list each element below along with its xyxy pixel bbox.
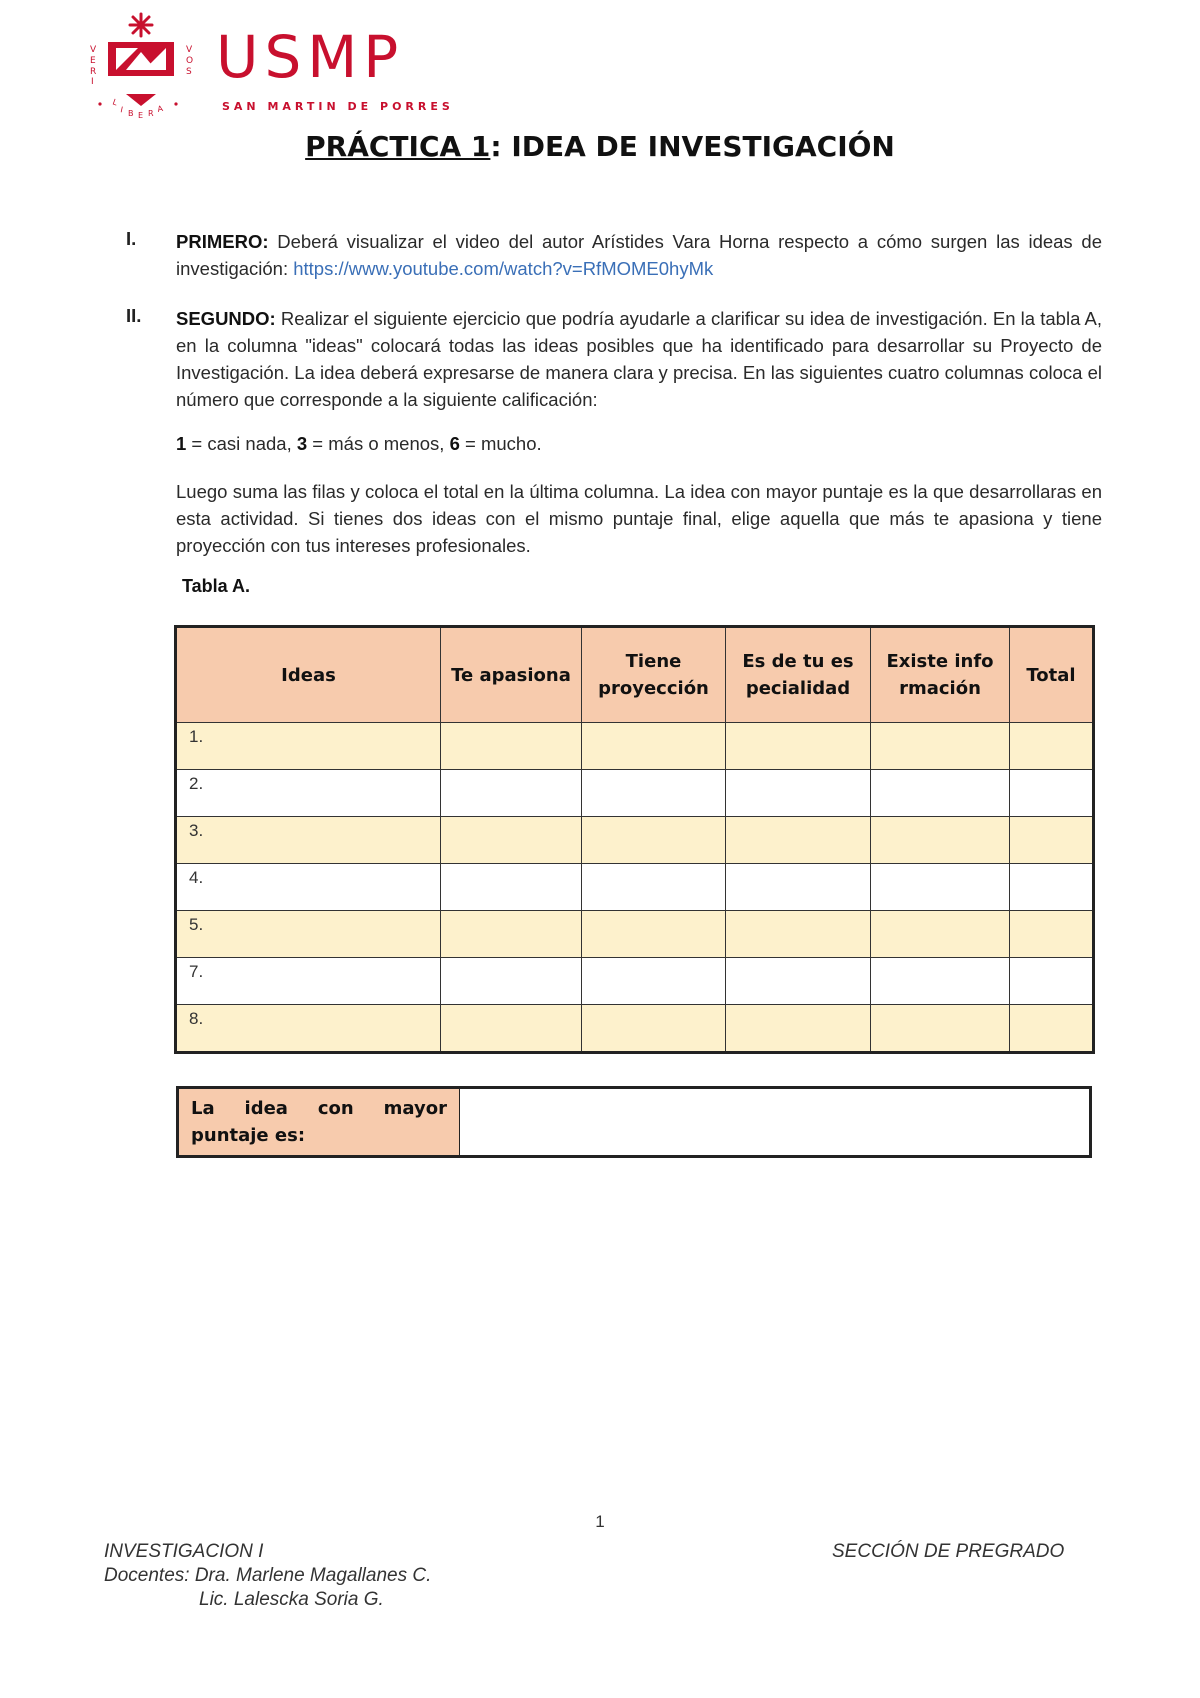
passion-cell[interactable] xyxy=(441,723,582,770)
information-cell[interactable] xyxy=(871,817,1010,864)
svg-text:I: I xyxy=(91,77,94,87)
table-row xyxy=(176,817,1094,864)
header-information: Existe información xyxy=(871,627,1010,723)
idea-cell[interactable]: 1. xyxy=(176,723,441,770)
total-cell[interactable] xyxy=(1010,770,1094,817)
scale-text-3: = más o menos, xyxy=(307,433,450,454)
total-cell[interactable] xyxy=(1010,1005,1094,1053)
specialty-cell[interactable] xyxy=(726,864,871,911)
title-topic: : IDEA DE INVESTIGACIÓN xyxy=(490,130,895,163)
rating-scale xyxy=(176,430,1102,457)
specialty-cell[interactable] xyxy=(726,958,871,1005)
svg-text:L: L xyxy=(111,97,119,108)
idea-cell[interactable]: 7. xyxy=(176,958,441,1005)
table-row xyxy=(176,723,1094,770)
title-practice: PRÁCTICA 1 xyxy=(305,130,491,163)
information-cell[interactable] xyxy=(871,958,1010,1005)
header-passion: Te apasiona xyxy=(441,627,582,723)
page-number: 1 xyxy=(595,1512,605,1531)
svg-text:V: V xyxy=(90,45,97,55)
idea-cell[interactable]: 3. xyxy=(176,817,441,864)
passion-cell[interactable] xyxy=(441,1005,582,1053)
video-link[interactable]: https://www.youtube.com/watch?v=RfMOME0hyMk xyxy=(293,258,714,279)
information-cell[interactable] xyxy=(871,1005,1010,1053)
table-caption: Tabla A. xyxy=(182,576,251,596)
specialty-cell[interactable] xyxy=(726,817,871,864)
section-2-text: Realizar el siguiente ejercicio que podría ayudarle a clarificar su idea de investigación. En la tabla A, en la columna "ideas" colocará todas las ideas posibles que ha identificado para desarrollar su Proyecto de Investigación. La idea deberá expresarse de manera clara y precisa. En las siguientes cuatro columnas coloca el número que corresponde a la siguiente calificación: xyxy=(176,308,1102,410)
table-row xyxy=(176,1005,1094,1053)
footer-teacher-2: Lic. Lalescka Soria G. xyxy=(199,1589,384,1610)
projection-cell[interactable] xyxy=(582,1005,726,1053)
header-specialty: Es de tu especialidad xyxy=(726,627,871,723)
svg-text:S: S xyxy=(186,67,192,77)
information-cell[interactable] xyxy=(871,770,1010,817)
passion-cell[interactable] xyxy=(441,770,582,817)
table-row xyxy=(176,911,1094,958)
idea-cell[interactable]: 4. xyxy=(176,864,441,911)
section-1-lead: PRIMERO: xyxy=(176,231,269,252)
specialty-cell[interactable] xyxy=(726,770,871,817)
projection-cell[interactable] xyxy=(582,864,726,911)
projection-cell[interactable] xyxy=(582,958,726,1005)
section-2-lead: SEGUNDO: xyxy=(176,308,276,329)
footer-section: SECCIÓN DE PREGRADO xyxy=(832,1541,1065,1562)
total-cell[interactable] xyxy=(1010,911,1094,958)
header-ideas: Ideas xyxy=(176,627,441,723)
table-row xyxy=(176,864,1094,911)
document-title xyxy=(0,130,1200,164)
passion-cell[interactable] xyxy=(441,864,582,911)
information-cell[interactable] xyxy=(871,723,1010,770)
header-projection: Tiene proyección xyxy=(582,627,726,723)
svg-text:E: E xyxy=(90,56,96,66)
specialty-cell[interactable] xyxy=(726,911,871,958)
scale-text-1: = casi nada, xyxy=(186,433,297,454)
brand-subtitle: SAN MARTIN DE PORRES xyxy=(222,100,454,113)
section-1-numeral: I. xyxy=(126,228,137,249)
svg-text:A: A xyxy=(156,104,164,114)
svg-text:I: I xyxy=(119,105,124,115)
total-cell[interactable] xyxy=(1010,817,1094,864)
table-row xyxy=(176,770,1094,817)
section-2-paragraph xyxy=(176,305,1102,413)
section-1-text: Deberá visualizar el video del autor Arístides Vara Horna respecto a cómo surgen las ideas de investigación: xyxy=(176,231,1102,279)
section-2-numeral: II. xyxy=(126,305,142,326)
passion-cell[interactable] xyxy=(441,911,582,958)
ideas-table xyxy=(174,625,1095,1054)
specialty-cell[interactable] xyxy=(726,1005,871,1053)
passion-cell[interactable] xyxy=(441,817,582,864)
information-cell[interactable] xyxy=(871,911,1010,958)
projection-cell[interactable] xyxy=(582,817,726,864)
idea-cell[interactable]: 5. xyxy=(176,911,441,958)
usmp-emblem-icon xyxy=(86,8,206,126)
svg-text:O: O xyxy=(186,56,194,66)
information-cell[interactable] xyxy=(871,864,1010,911)
projection-cell[interactable] xyxy=(582,911,726,958)
projection-cell[interactable] xyxy=(582,723,726,770)
section-2-closing: Luego suma las filas y coloca el total en la última columna. La idea con mayor puntaje es la que desarrollaras en esta actividad. Si tienes dos ideas con el mismo puntaje final, elige aquella que más te apasiona y tiene proyección con tus intereses profesionales. xyxy=(176,481,1102,556)
table-row xyxy=(176,958,1094,1005)
svg-text:R: R xyxy=(148,109,154,118)
header-total: Total xyxy=(1010,627,1094,723)
scale-value-1: 1 xyxy=(176,433,187,454)
brand-name: USMP xyxy=(216,23,405,91)
total-cell[interactable] xyxy=(1010,864,1094,911)
svg-text:R: R xyxy=(90,67,97,77)
scale-value-6: 6 xyxy=(449,433,460,454)
result-answer-cell[interactable] xyxy=(460,1088,1091,1157)
svg-text:E: E xyxy=(138,111,144,120)
footer-teachers: Docentes: Dra. Marlene Magallanes C. xyxy=(104,1565,432,1586)
specialty-cell[interactable] xyxy=(726,723,871,770)
scale-text-6: = mucho. xyxy=(459,433,542,454)
svg-text:V: V xyxy=(186,45,193,55)
passion-cell[interactable] xyxy=(441,958,582,1005)
idea-cell[interactable]: 2. xyxy=(176,770,441,817)
total-cell[interactable] xyxy=(1010,958,1094,1005)
result-label: La idea con mayor puntaje es: xyxy=(178,1088,460,1157)
section-1-paragraph xyxy=(176,228,1102,282)
projection-cell[interactable] xyxy=(582,770,726,817)
result-table xyxy=(176,1086,1092,1158)
usmp-logo xyxy=(86,8,454,126)
total-cell[interactable] xyxy=(1010,723,1094,770)
scale-value-3: 3 xyxy=(296,433,308,454)
footer-course: INVESTIGACION I xyxy=(104,1541,264,1562)
table-header-row xyxy=(176,627,1094,723)
svg-text:B: B xyxy=(128,109,134,118)
idea-cell[interactable]: 8. xyxy=(176,1005,441,1053)
